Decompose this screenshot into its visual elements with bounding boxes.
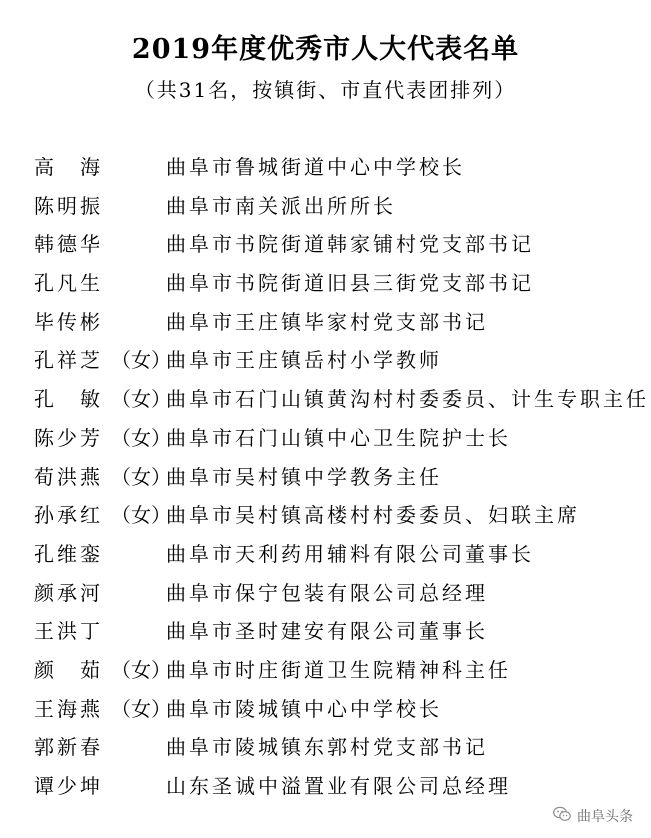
document-subtitle: （共31名，按镇街、市直代表团排列） xyxy=(134,78,517,102)
list-item xyxy=(34,191,634,230)
representative-position: 曲阜市天利药用辅料有限公司董事长 xyxy=(166,541,534,566)
representative-position: 山东圣诚中溢置业有限公司总经理 xyxy=(166,774,511,798)
gender-note: （女） xyxy=(111,657,171,682)
list-item xyxy=(34,616,634,655)
list-item xyxy=(34,268,634,307)
representative-name: 孙承红 xyxy=(34,503,103,528)
representative-position: 曲阜市陵城镇东郭村党支部书记 xyxy=(166,735,488,760)
representative-position: 曲阜市石门山镇黄沟村村委委员、计生专职主任 xyxy=(166,387,649,412)
representative-name: 孔维銮 xyxy=(34,541,103,566)
list-item xyxy=(34,771,634,810)
representative-position: 曲阜市时庄街道卫生院精神科主任 xyxy=(166,657,511,682)
representative-position: 曲阜市吴村镇高楼村村委委员、妇联主席 xyxy=(166,503,580,528)
representative-name: 颜 茹 xyxy=(34,657,103,682)
representative-name: 荀洪燕 xyxy=(34,464,103,489)
list-item xyxy=(34,229,634,268)
representative-name: 王海燕 xyxy=(34,696,103,721)
gender-note: （女） xyxy=(111,464,171,489)
document-title: 2019年度优秀市人大代表名单 xyxy=(131,34,520,65)
representative-name: 毕传彬 xyxy=(34,309,103,334)
representative-name: 孔凡生 xyxy=(34,271,103,296)
representative-name: 孔 敏 xyxy=(34,387,103,412)
list-item xyxy=(34,152,634,191)
list-item xyxy=(34,384,649,423)
representative-position: 曲阜市书院街道旧县三街党支部书记 xyxy=(166,271,534,296)
representative-name: 韩德华 xyxy=(34,232,103,257)
representative-list xyxy=(34,152,649,810)
representative-name: 谭少坤 xyxy=(34,774,103,798)
representative-position: 曲阜市吴村镇中学教务主任 xyxy=(166,464,442,489)
list-item xyxy=(34,578,634,617)
list-item xyxy=(34,732,634,771)
representative-position: 曲阜市陵城镇中心中学校长 xyxy=(166,696,442,721)
list-item xyxy=(34,307,634,346)
gender-note: （女） xyxy=(111,696,171,721)
representative-position: 曲阜市南关派出所所长 xyxy=(166,193,396,218)
representative-position: 曲阜市鲁城街道中心中学校长 xyxy=(166,155,465,179)
list-item xyxy=(34,694,634,733)
gender-note: （女） xyxy=(111,387,171,412)
representative-name: 陈少芳 xyxy=(34,425,103,450)
list-item xyxy=(34,539,634,578)
representative-position: 曲阜市王庄镇毕家村党支部书记 xyxy=(166,309,488,334)
representative-name: 郭新春 xyxy=(34,735,103,760)
representative-position: 曲阜市圣时建安有限公司董事长 xyxy=(166,619,488,644)
list-item xyxy=(34,500,634,539)
representative-name: 高 海 xyxy=(34,155,103,179)
representative-name: 王洪丁 xyxy=(34,619,103,644)
list-item xyxy=(34,655,634,694)
gender-note: （女） xyxy=(111,348,171,373)
representative-position: 曲阜市王庄镇岳村小学教师 xyxy=(166,348,442,373)
representative-position: 曲阜市保宁包装有限公司总经理 xyxy=(166,580,488,605)
list-item xyxy=(34,462,634,501)
representative-name: 孔祥芝 xyxy=(34,348,103,373)
list-item xyxy=(34,423,634,462)
list-item xyxy=(34,345,634,384)
watermark-text: 曲阜头条 xyxy=(577,809,633,825)
representative-name: 颜承河 xyxy=(34,580,103,605)
representative-position: 曲阜市书院街道韩家铺村党支部书记 xyxy=(166,232,534,257)
representative-position: 曲阜市石门山镇中心卫生院护士长 xyxy=(166,425,511,450)
representative-name: 陈明振 xyxy=(34,193,103,218)
gender-note: （女） xyxy=(111,425,171,450)
source-watermark xyxy=(553,806,633,826)
wechat-icon xyxy=(553,806,571,826)
gender-note: （女） xyxy=(111,503,171,528)
